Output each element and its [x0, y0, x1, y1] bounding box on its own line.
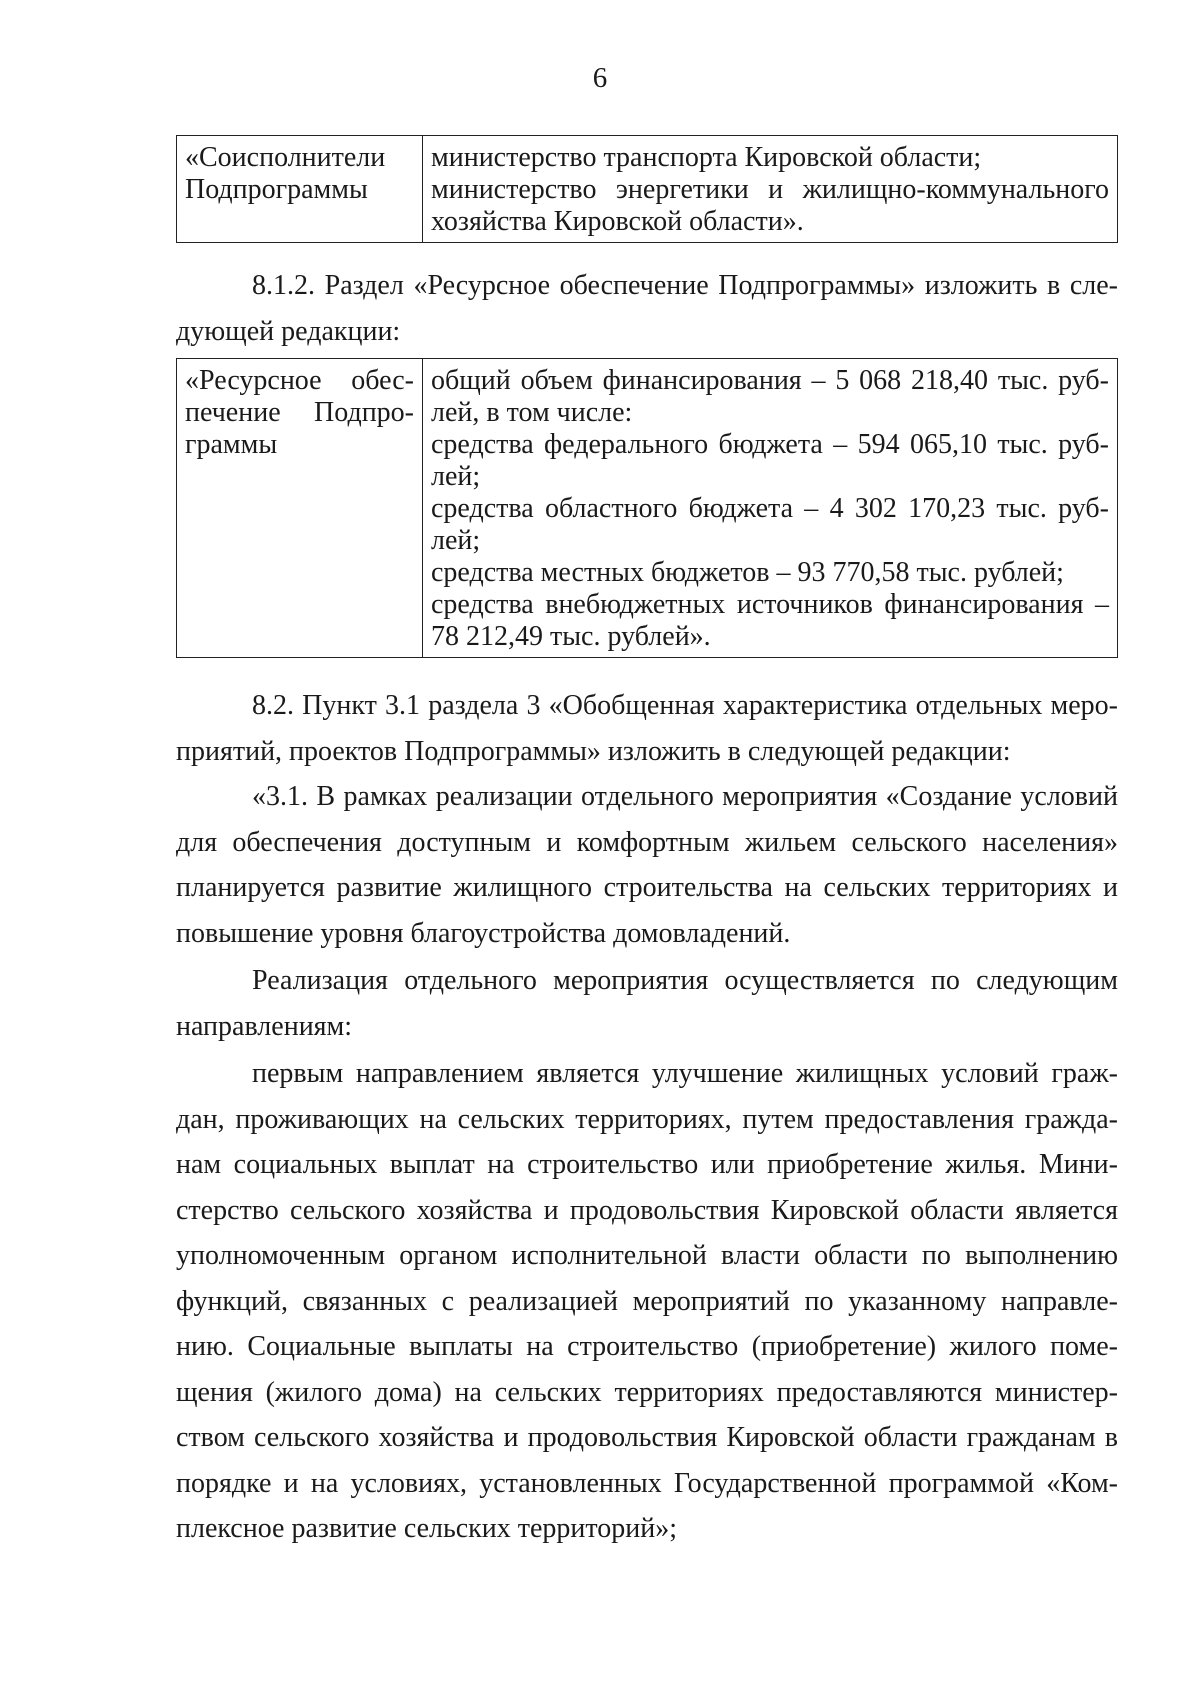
cell-line: печение Подпро- [185, 397, 414, 428]
cell-line: средства областного бюджета – 4 302 170,23 тыс. руб- [431, 493, 1109, 524]
paragraph-first-direction [176, 1051, 1118, 1552]
text-line: планируется развитие жилищного строительства на сельских территориях и [176, 872, 1118, 903]
cell-line: лей; [431, 461, 481, 492]
cell-line: министерство энергетики и жилищно-коммунального [431, 174, 1109, 205]
text-line: 8.1.2. Раздел «Ресурсное обеспечение Подпрограммы» изложить в сле- [252, 270, 1118, 301]
table-cell-value [423, 359, 1118, 658]
text-line: ством сельского хозяйства и продовольствия Кировской области гражданам в [176, 1422, 1118, 1453]
cell-line: 78 212,49 тыс. рублей». [431, 621, 711, 652]
text-line: стерство сельского хозяйства и продовольствия Кировской области является [176, 1194, 1118, 1226]
cell-line: граммы [185, 429, 278, 460]
paragraph-realization [176, 958, 1118, 1049]
text-line: уполномоченным органом исполнительной власти области по выполнению [176, 1240, 1118, 1271]
cell-line: «Ресурсное обес- [185, 365, 414, 396]
cell-line: средства местных бюджетов – 93 770,58 тыс. рублей; [431, 557, 1064, 588]
text-line: функций, связанных с реализацией мероприятий по указанному направле- [176, 1285, 1118, 1317]
text-line: дан, проживающих на сельских территориях, путем предоставления гражда- [176, 1103, 1118, 1135]
text-line: повышение уровня благоустройства домовладений. [176, 917, 791, 949]
resources-table [176, 358, 1118, 658]
cell-line: лей; [431, 525, 481, 556]
text-line: 8.2. Пункт 3.1 раздела 3 «Обобщенная характеристика отдельных меро- [252, 690, 1118, 721]
cell-line: средства внебюджетных источников финансирования – [431, 589, 1109, 620]
table-cell-value [423, 136, 1118, 243]
text-line: Реализация отдельного мероприятия осуществляется по следующим [252, 965, 1118, 996]
table-cell-label [177, 136, 423, 243]
text-line: приятий, проектов Подпрограммы» изложить в следующей редакции: [176, 735, 1011, 767]
table-cell-label [177, 359, 423, 658]
text-line: нам социальных выплат на строительство или приобретение жилья. Мини- [176, 1149, 1118, 1180]
text-line: дующей редакции: [176, 315, 401, 347]
paragraph-3-1 [176, 774, 1118, 956]
paragraph-8-2 [176, 683, 1118, 774]
cell-line: «Соисполнители [185, 142, 386, 173]
page-number: 6 [592, 62, 608, 94]
text-line: для обеспечения доступным и комфортным жильем сельского населения» [176, 826, 1118, 858]
text-line: нию. Социальные выплаты на строительство (приобретение) жилого поме- [176, 1331, 1118, 1362]
cell-line: общий объем финансирования – 5 068 218,40 тыс. руб- [431, 365, 1109, 396]
coexecutors-table [176, 135, 1118, 243]
text-line: первым направлением является улучшение жилищных условий граж- [252, 1058, 1118, 1089]
text-line: плексное развитие сельских территорий»; [176, 1513, 678, 1544]
cell-line: средства федерального бюджета – 594 065,10 тыс. руб- [431, 429, 1109, 460]
cell-line: Подпрограммы [185, 174, 368, 205]
cell-line: министерство транспорта Кировской области; [431, 142, 982, 173]
text-line: порядке и на условиях, установленных Государственной программой «Ком- [176, 1467, 1118, 1499]
paragraph-8-1-2 [176, 263, 1118, 354]
cell-line: хозяйства Кировской области». [431, 206, 804, 237]
text-line: направлениям: [176, 1010, 353, 1042]
text-line: «3.1. В рамках реализации отдельного мероприятия «Создание условий [252, 781, 1118, 812]
table-row [177, 359, 1118, 658]
cell-line: лей, в том числе: [431, 397, 633, 428]
table-row [177, 136, 1118, 243]
text-line: щения (жилого дома) на сельских территориях предоставляются министер- [176, 1376, 1118, 1408]
